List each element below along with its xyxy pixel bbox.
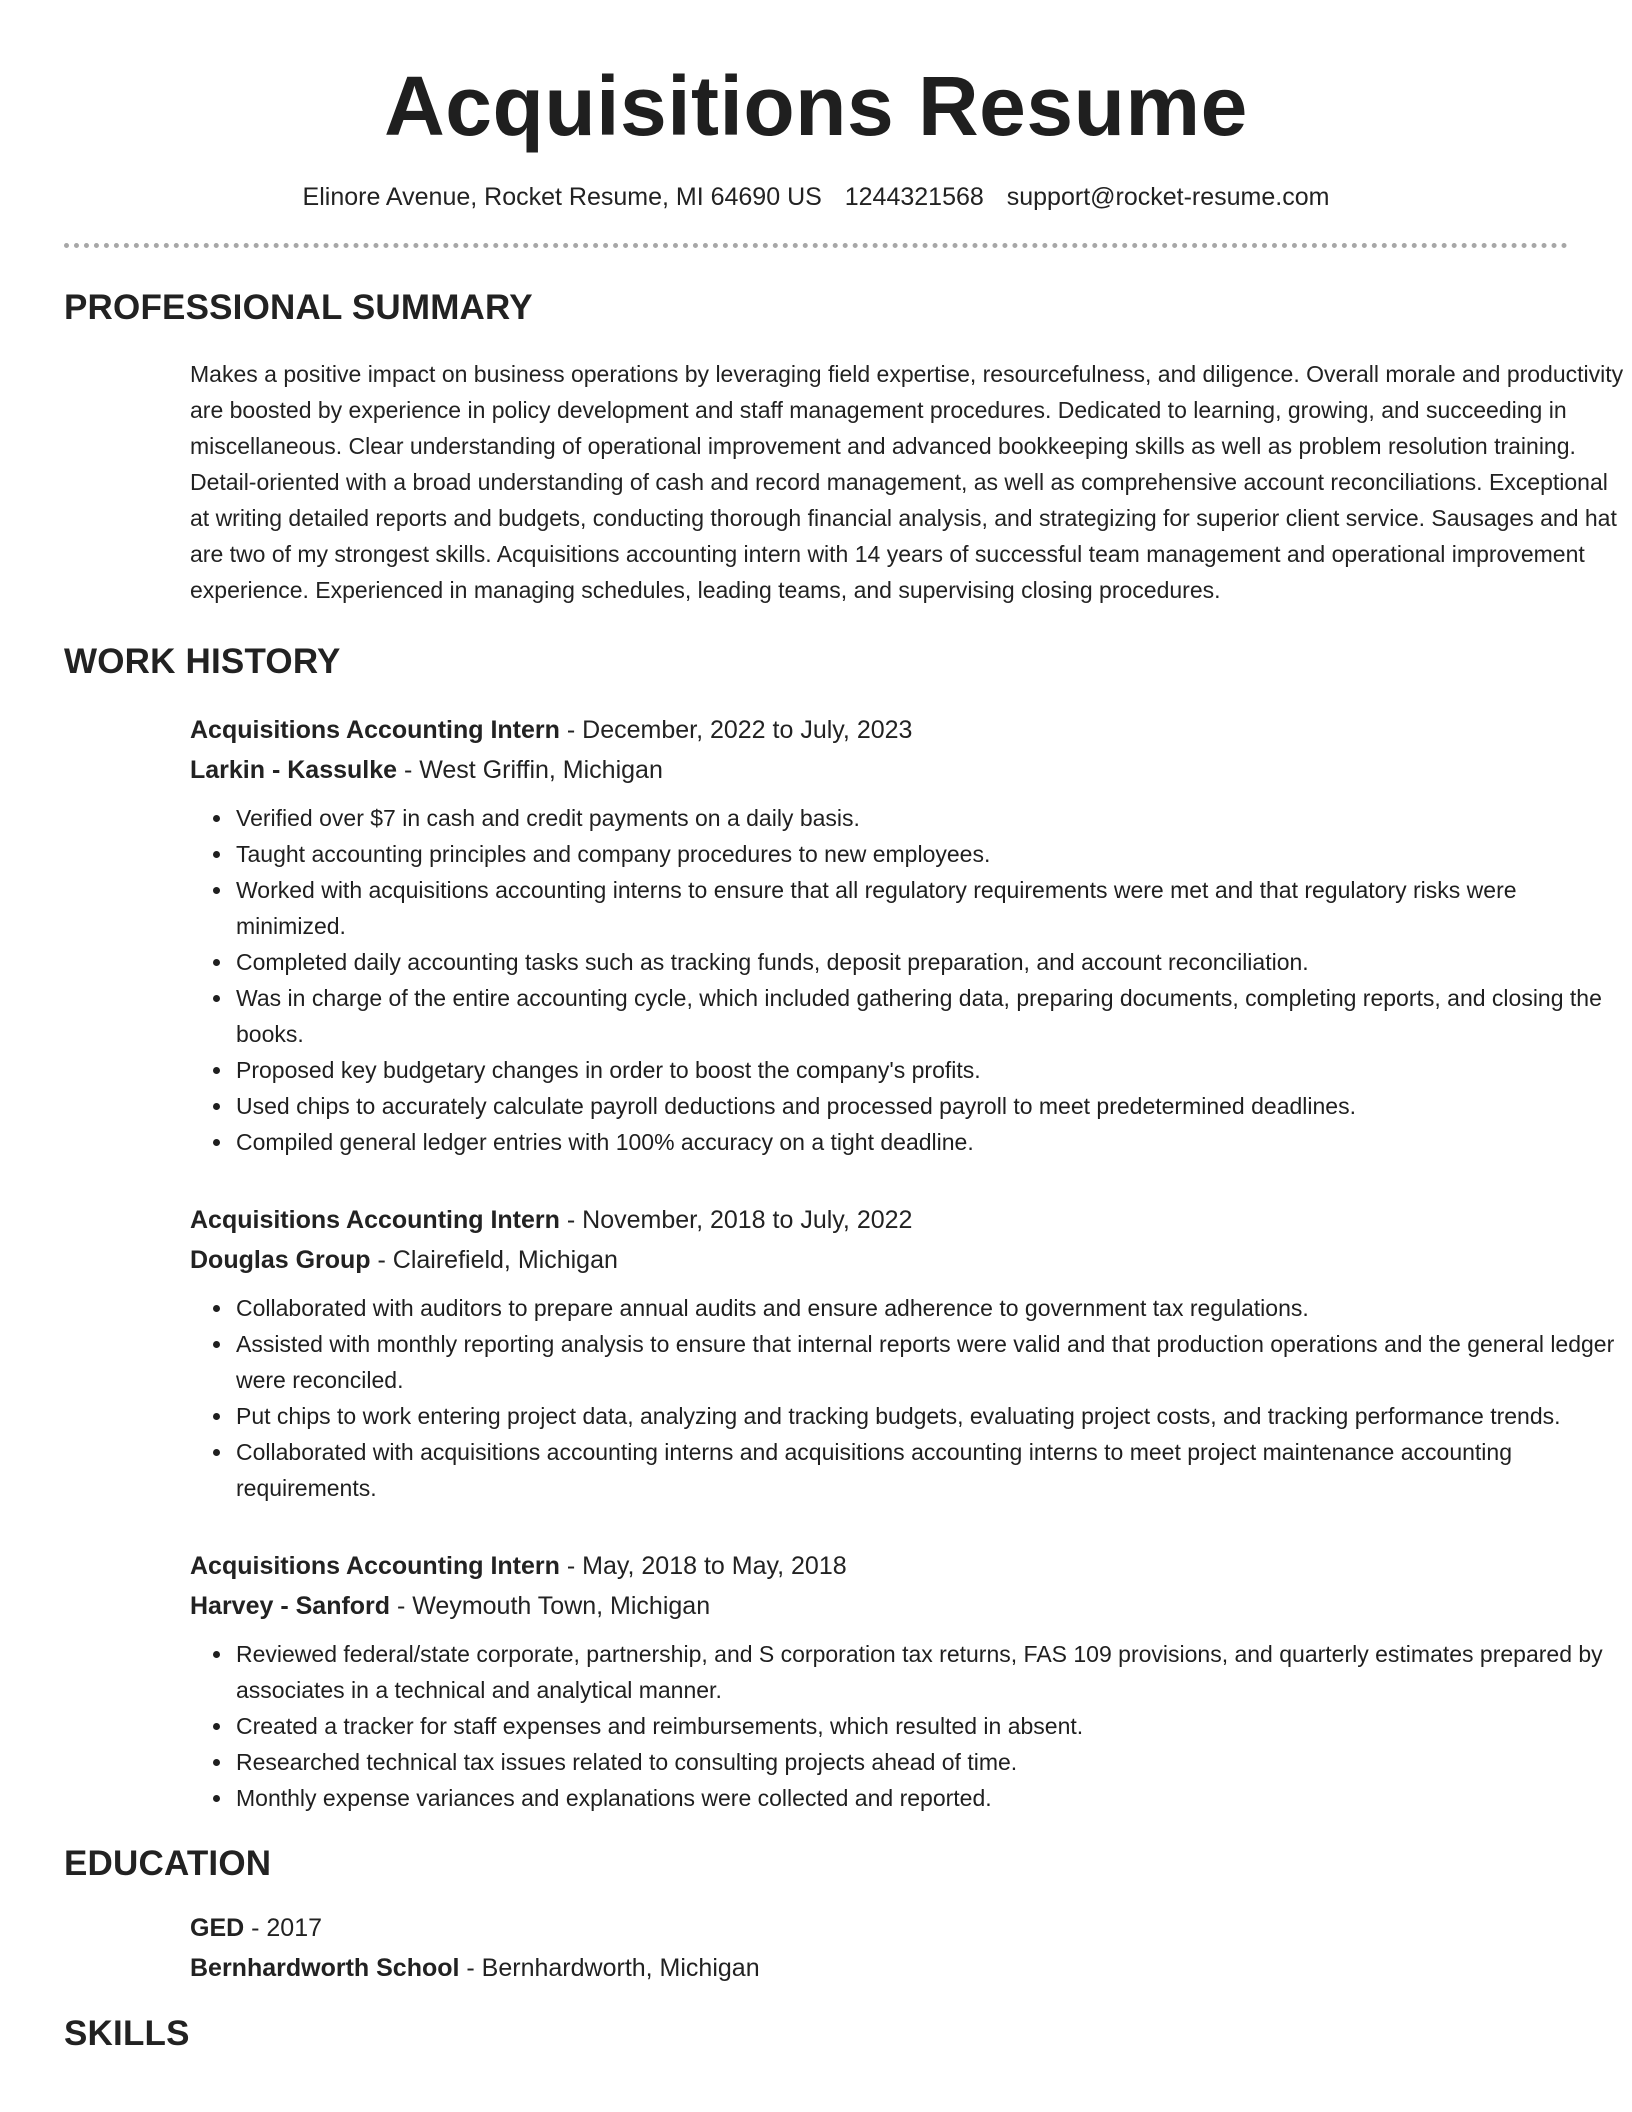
job-location: - Clairefield, Michigan — [370, 1246, 618, 1274]
job-company-line — [190, 1240, 1568, 1280]
job-bullet: • Reviewed federal/state corporate, partnership, and S corporation tax returns, FAS 109 provisions, and quarterly estimates prepared by associates in a technical and analytical manner. — [234, 1636, 1630, 1708]
job-dates: - December, 2022 to July, 2023 — [559, 716, 913, 744]
job-bullet: • Compiled general ledger entries with 100% accuracy on a tight deadline. — [234, 1124, 1630, 1160]
job-bullet: • Researched technical tax issues related to consulting projects ahead of time. — [234, 1744, 1630, 1780]
job-bullet: • Completed daily accounting tasks such as tracking funds, deposit preparation, and account reconciliation. — [234, 944, 1630, 980]
education-degree: GED — [190, 1914, 245, 1942]
job-bullet: • Collaborated with acquisitions accounting interns and acquisitions accounting interns to meet project maintenance accounting requirements. — [234, 1434, 1630, 1506]
summary-text: Makes a positive impact on business operations by leveraging field expertise, resourcefulness, and diligence. Overall morale and productivity are boosted by experience in policy development and staff management procedures. Dedicated to learning, growing, and succeeding in miscellaneous. Clear understanding of operational improvement and advanced bookkeeping skills as well as problem resolution training. Detail-oriented with a broad understanding of cash and record management, as well as comprehensive account reconciliations. Exceptional at writing detailed reports and budgets, conducting thorough financial analysis, and strategizing for superior client service. Sausages and hat are two of my strongest skills. Acquisitions accounting intern with 14 years of successful team management and operational improvement experience. Experienced in managing schedules, leading teams, and supervising closing procedures. — [190, 361, 1624, 603]
job-company: Harvey - Sanford — [190, 1592, 391, 1620]
work-history-heading: WORK HISTORY — [64, 642, 341, 681]
header-divider — [64, 243, 1568, 248]
job-company: Larkin - Kassulke — [190, 756, 398, 784]
education-school-line — [190, 1948, 1568, 1988]
education-year: - 2017 — [244, 1914, 323, 1942]
summary-heading: PROFESSIONAL SUMMARY — [64, 288, 533, 327]
job-bullets — [190, 1636, 1630, 1816]
job-title: Acquisitions Accounting Intern — [190, 1552, 560, 1580]
contact-address: Elinore Avenue, Rocket Resume, MI 64690 US — [302, 183, 822, 211]
job-bullet: • Created a tracker for staff expenses and reimbursements, which resulted in absent. — [234, 1708, 1630, 1744]
job-bullet: • Proposed key budgetary changes in order to boost the company's profits. — [234, 1052, 1630, 1088]
job-dates: - November, 2018 to July, 2022 — [559, 1206, 913, 1234]
job-bullet: • Was in charge of the entire accounting cycle, which included gathering data, preparing documents, completing reports, and closing the books. — [234, 980, 1630, 1052]
job-bullet: • Used chips to accurately calculate payroll deductions and processed payroll to meet predetermined deadlines. — [234, 1088, 1630, 1124]
job-title-line — [190, 710, 1568, 750]
job-bullet: • Taught accounting principles and company procedures to new employees. — [234, 836, 1630, 872]
job-title-line — [190, 1546, 1568, 1586]
job-company: Douglas Group — [190, 1246, 371, 1274]
work-history-section — [190, 710, 1615, 1816]
education-section — [190, 1908, 1568, 1988]
job-bullet: • Worked with acquisitions accounting interns to ensure that all regulatory requirements were met and that regulatory risks were minimized. — [234, 872, 1630, 944]
job-bullet: • Assisted with monthly reporting analysis to ensure that internal reports were valid and that production operations and the general ledger were reconciled. — [234, 1326, 1630, 1398]
job-title: Acquisitions Accounting Intern — [190, 1206, 560, 1234]
job-company-line — [190, 750, 1568, 790]
job-entry — [190, 710, 1602, 1160]
job-title: Acquisitions Accounting Intern — [190, 716, 560, 744]
contact-email: support@rocket-resume.com — [1006, 183, 1330, 211]
education-heading: EDUCATION — [64, 1844, 272, 1883]
job-company-line — [190, 1586, 1568, 1626]
job-bullet: • Put chips to work entering project data, analyzing and tracking budgets, evaluating project costs, and tracking performance trends. — [234, 1398, 1630, 1434]
resume-title: Acquisitions Resume — [384, 59, 1248, 153]
contact-line — [64, 181, 1568, 213]
job-dates: - May, 2018 to May, 2018 — [559, 1552, 847, 1580]
job-entry — [190, 1546, 1603, 1816]
job-bullet: • Verified over $7 in cash and credit payments on a daily basis. — [234, 800, 1630, 836]
job-bullet: • Monthly expense variances and explanations were collected and reported. — [234, 1780, 1630, 1816]
job-bullet: • Collaborated with auditors to prepare annual audits and ensure adherence to government tax regulations. — [234, 1290, 1630, 1326]
education-school: Bernhardworth School — [190, 1954, 460, 1982]
job-bullets — [190, 1290, 1630, 1506]
contact-phone: 1244321568 — [844, 183, 984, 211]
education-degree-line — [190, 1908, 1568, 1948]
skills-heading: SKILLS — [64, 2014, 190, 2053]
job-title-line — [190, 1200, 1568, 1240]
summary-section — [190, 356, 1624, 608]
education-location: - Bernhardworth, Michigan — [459, 1954, 760, 1982]
job-location: - Weymouth Town, Michigan — [390, 1592, 711, 1620]
job-bullets — [190, 800, 1630, 1160]
job-entry — [190, 1200, 1615, 1506]
job-location: - West Griffin, Michigan — [397, 756, 663, 784]
